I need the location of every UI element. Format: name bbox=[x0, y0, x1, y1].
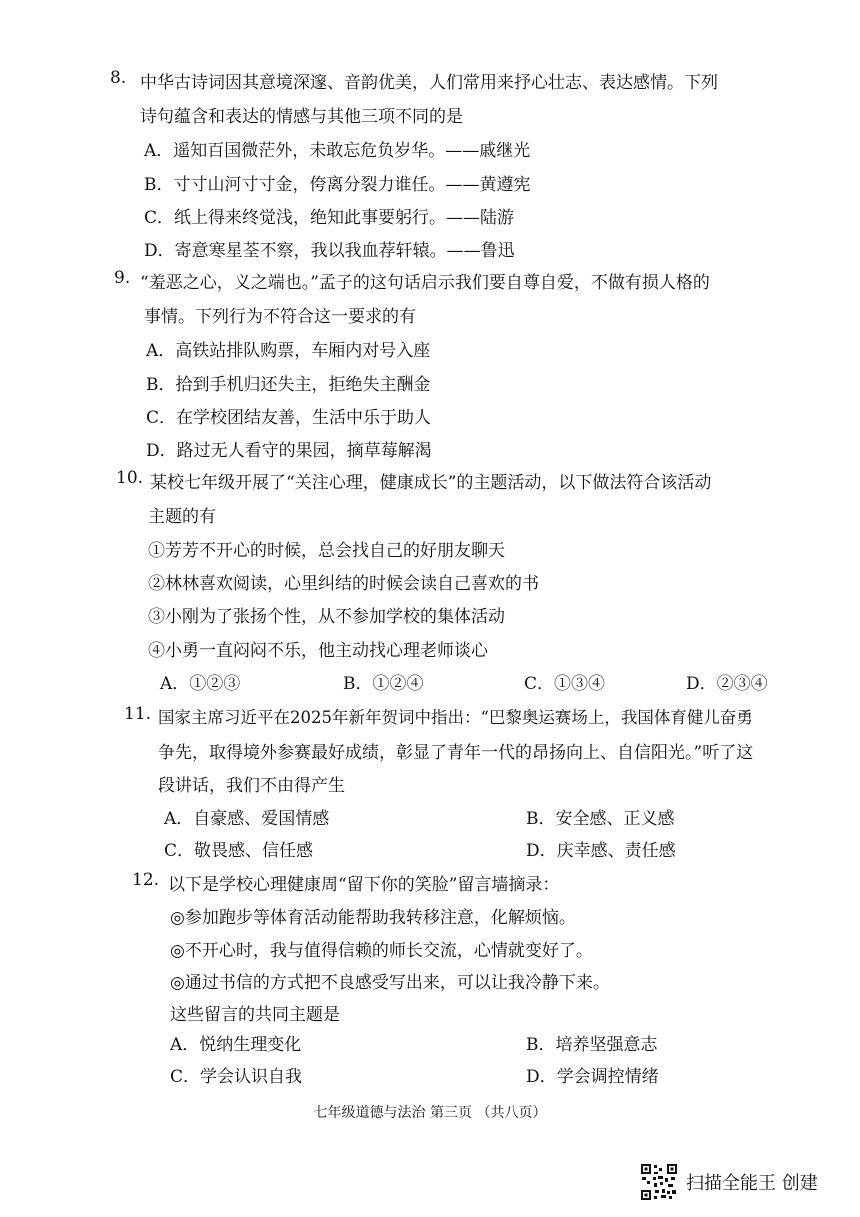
question-stem-line: 争先，取得境外参赛最好成绩，彰显了青年一代的昂扬向上、自信阳光。”听了这 bbox=[158, 743, 754, 763]
question-stem-line: 段讲话，我们不由得产生 bbox=[158, 776, 345, 796]
question-prompt: 这些留言的共同主题是 bbox=[170, 1005, 340, 1025]
option-b: B．拾到手机归还失主，拒绝失主酬金 bbox=[146, 375, 431, 395]
option-c: C．纸上得来终觉浅，绝知此事要躬行。——陆游 bbox=[144, 208, 515, 228]
numbered-item: ③小刚为了张扬个性，从不参加学校的集体活动 bbox=[148, 607, 505, 627]
numbered-item: ①芳芳不开心的时候，总会找自己的好朋友聊天 bbox=[148, 541, 505, 561]
option-d: D．庆幸感、责任感 bbox=[526, 841, 676, 861]
page-footer: 七年级道德与法治 第三页 （共八页） bbox=[313, 1105, 547, 1121]
message-item: ◎不开心时，我与值得信赖的师长交流，心情就变好了。 bbox=[170, 941, 593, 961]
option-c: C．学会认识自我 bbox=[170, 1067, 303, 1087]
option-b: B．培养坚强意志 bbox=[526, 1035, 658, 1055]
option-b: B．①②④ bbox=[343, 674, 424, 694]
option-d: D．学会调控情绪 bbox=[526, 1067, 659, 1087]
option-d: D．路过无人看守的果园，摘草莓解渴 bbox=[146, 441, 432, 461]
option-b: B．寸寸山河寸寸金，侉离分裂力谁任。——黄遵宪 bbox=[144, 175, 531, 195]
question-number: 9. bbox=[114, 268, 131, 288]
question-stem-line: 某校七年级开展了“关注心理，健康成长”的主题活动，以下做法符合该活动 bbox=[150, 473, 712, 493]
question-stem-line: 主题的有 bbox=[148, 507, 216, 527]
option-a: A．悦纳生理变化 bbox=[170, 1035, 302, 1055]
qr-code-icon bbox=[640, 1163, 678, 1201]
question-stem-line: 以下是学校心理健康周“留下你的笑脸”留言墙摘录： bbox=[168, 875, 560, 895]
question-stem-line: 国家主席习近平在2025年新年贺词中指出：“巴黎奥运赛场上，我国体育健儿奋勇 bbox=[158, 708, 753, 727]
question-stem-line: 诗句蕴含和表达的情感与其他三项不同的是 bbox=[140, 107, 463, 127]
question-number: 8. bbox=[110, 68, 127, 88]
scanner-watermark bbox=[640, 1162, 840, 1202]
question-number: 11. bbox=[124, 704, 152, 724]
message-item: ◎参加跑步等体育活动能帮助我转移注意，化解烦恼。 bbox=[170, 908, 576, 928]
question-number: 12. bbox=[132, 870, 160, 890]
numbered-item: ④小勇一直闷闷不乐，他主动找心理老师谈心 bbox=[148, 641, 488, 661]
option-c: C．①③④ bbox=[524, 674, 606, 694]
question-stem-line: 中华古诗词因其意境深邃、音韵优美，人们常用来抒心壮志、表达感情。下列 bbox=[140, 73, 718, 93]
watermark-text: 扫描全能王 创建 bbox=[686, 1173, 818, 1194]
option-a: A．遥知百国微茫外，未敢忘危负岁华。——戚继光 bbox=[144, 141, 531, 161]
option-d: D．②③④ bbox=[686, 674, 768, 694]
question-stem-line: 事情。下列行为不符合这一要求的有 bbox=[144, 307, 416, 327]
option-c: C．在学校团结友善，生活中乐于助人 bbox=[146, 408, 432, 428]
option-d: D．寄意寒星荃不察，我以我血荐轩辕。——鲁迅 bbox=[144, 241, 515, 261]
question-number: 10. bbox=[116, 468, 144, 488]
question-stem-line: “羞恶之心，义之端也。”孟子的这句话启示我们要自尊自爱，不做有损人格的 bbox=[140, 273, 710, 293]
option-a: A．高铁站排队购票，车厢内对号入座 bbox=[146, 341, 431, 361]
option-b: B．安全感、正义感 bbox=[526, 809, 675, 829]
option-a: A．自豪感、爱国情感 bbox=[164, 809, 330, 829]
message-item: ◎通过书信的方式把不良感受写出来，可以让我冷静下来。 bbox=[170, 973, 610, 993]
option-c: C．敬畏感、信任感 bbox=[164, 841, 314, 861]
numbered-item: ②林林喜欢阅读，心里纠结的时候会读自己喜欢的书 bbox=[148, 574, 539, 594]
option-a: A．①②③ bbox=[160, 674, 241, 694]
